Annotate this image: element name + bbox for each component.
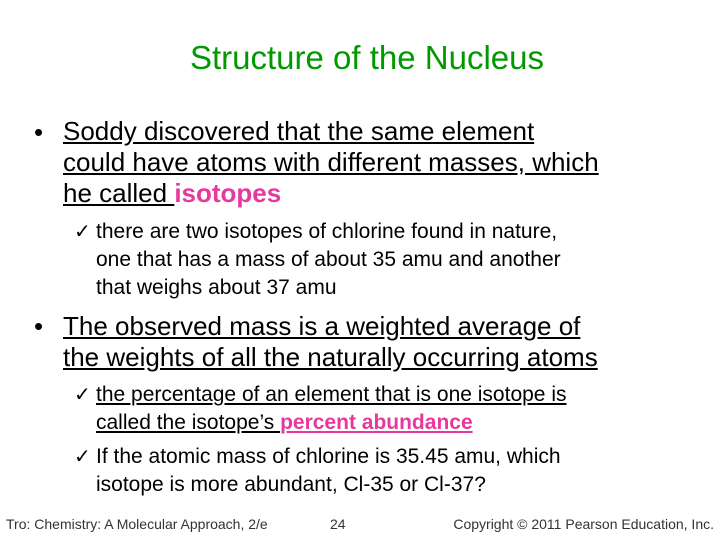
page-number: 24 xyxy=(330,516,346,532)
sub-bullet-1-1-line-2: one that has a mass of about 35 amu and another xyxy=(96,248,561,271)
slide-title: Structure of the Nucleus xyxy=(189,39,544,76)
bullet-1-line-3-prefix: he called xyxy=(63,178,175,208)
bullet-1-line-2: could have atoms with different masses, which xyxy=(63,147,599,177)
sub-bullet-1-1-line-1: there are two isotopes of chlorine found in nature, xyxy=(96,220,558,243)
isotopes-term: isotopes xyxy=(174,178,282,208)
bullet-marker: • xyxy=(34,311,44,341)
bullet-2-line-2: the weights of all the naturally occurring atoms xyxy=(63,342,598,372)
bullet-2-line-1: The observed mass is a weighted average of xyxy=(63,311,581,341)
bullet-1-line-3 xyxy=(63,178,703,209)
bullet-1-line-1: Soddy discovered that the same element xyxy=(63,116,535,146)
footer-copyright: Copyright © 2011 Pearson Education, Inc. xyxy=(453,516,714,532)
percent-abundance-term: percent abundance xyxy=(280,411,473,434)
bullet-1 xyxy=(63,116,703,209)
bullet-2 xyxy=(63,311,703,373)
sub-bullet-1-1-line-3: that weighs about 37 amu xyxy=(96,276,337,299)
check-icon: ✓ xyxy=(74,384,91,406)
sub-bullet-2-2-line-1: If the atomic mass of chlorine is 35.45 amu, which xyxy=(96,445,561,468)
sub-bullet-2-1-line-2-prefix: called the isotope’s xyxy=(96,411,281,434)
sub-bullet-2-1-line-2 xyxy=(96,409,706,437)
check-icon: ✓ xyxy=(74,221,91,243)
check-icon: ✓ xyxy=(74,446,91,468)
sub-bullet-2-1 xyxy=(96,381,706,437)
sub-bullet-2-2-line-2: isotope is more abundant, Cl-35 or Cl-37? xyxy=(96,473,486,496)
footer-source: Tro: Chemistry: A Molecular Approach, 2/e xyxy=(6,516,268,532)
bullet-marker: • xyxy=(34,117,44,147)
sub-bullet-2-2 xyxy=(96,443,706,499)
sub-bullet-2-1-line-1: the percentage of an element that is one isotope is xyxy=(96,383,567,406)
sub-bullet-1-1 xyxy=(96,218,706,302)
